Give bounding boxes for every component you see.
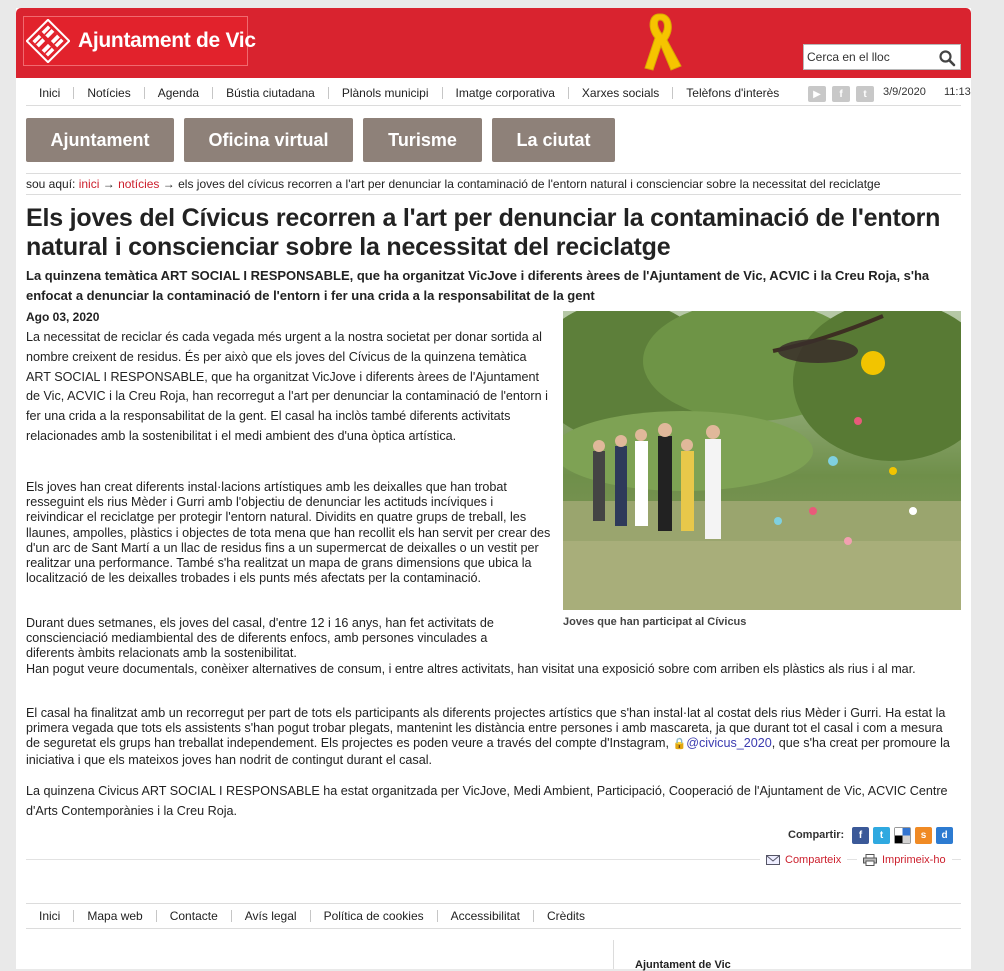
- photo-caption: Joves que han participat al Cívicus: [563, 616, 747, 628]
- twitter-icon[interactable]: t: [856, 86, 874, 102]
- footer-navigation: [26, 903, 961, 929]
- breadcrumb-arrow: →: [102, 177, 115, 191]
- article-paragraph-4: Han pogut veure documentals, conèixer alternatives de consum, i entre altres activitats, han visitat una exposició sobre com arriben els plàstics als rius i al mar.: [26, 662, 916, 676]
- share-delicious-icon[interactable]: [894, 827, 911, 844]
- share-digg-icon[interactable]: d: [936, 827, 953, 844]
- share-stumbleupon-icon[interactable]: s: [915, 827, 932, 844]
- search-input[interactable]: [804, 46, 932, 68]
- breadcrumb-noticies[interactable]: notícies: [118, 177, 160, 191]
- article-paragraph-5: [26, 706, 954, 768]
- article-paragraph-5-end: , que s'ha creat per promoure la iniciativa i que els mateixos joves han nodrit de contingut durant el casal.: [26, 736, 950, 767]
- top-navigation: [26, 80, 971, 106]
- article-paragraph-6: La quinzena Civicus ART SOCIAL I RESPONSABLE ha estat organitzada per VicJove, Medi Ambient, Participació, Cooperació de l'Ajuntament de Vic, ACVIC Centre d'Arts Contemporànies i la Creu Roja.: [26, 784, 948, 818]
- facebook-icon[interactable]: f: [832, 86, 850, 102]
- nav-inici[interactable]: Inici: [39, 85, 61, 100]
- footer-credits[interactable]: Crèdits: [546, 909, 585, 923]
- main-nav-oficina-virtual[interactable]: Oficina virtual: [184, 118, 353, 162]
- footer-column-divider: [613, 940, 614, 969]
- share-facebook-icon[interactable]: f: [852, 827, 869, 844]
- nav-planols-municipi[interactable]: Plànols municipi: [341, 85, 429, 100]
- site-name: Ajuntament de Vic: [78, 29, 256, 52]
- share-label: Compartir:: [788, 829, 845, 841]
- article-paragraph-1: La necessitat de reciclar és cada vegada més urgent a la nostra societat per donar sortida al nombre creixent de residus. És per això que els joves del Cívicus de la quinzena temàtica ART SOCIAL I RESPONSABLE, que ha organitzat VicJove i diferents àrees de l'Ajuntament de Vic, ACVIC i la Creu Roja, han recorregut a l'art per denunciar la contaminació de l'entorn i fer una crida a la responsabilitat de la gent. El casal ha inclòs també diferents activitats relacionades amb la sostenibilitat i el medi ambient des d'una òptica artística.: [26, 330, 548, 443]
- breadcrumb: [26, 173, 961, 195]
- social-icons: [808, 86, 874, 102]
- share-icons: [852, 827, 953, 844]
- site-logo[interactable]: [23, 16, 256, 66]
- coat-of-arms-icon: [26, 18, 70, 64]
- article-subtitle: La quinzena temàtica ART SOCIAL I RESPONSABLE, que ha organitzat VicJove i diferents àrees de l'Ajuntament de Vic, ACVIC i la Creu Roja, s'ha enfocat a denunciar la contaminació de l'entorn i fer una crida a la responsabilitat de la gent: [26, 268, 930, 303]
- article-date: Ago 03, 2020: [26, 310, 100, 324]
- email-icon: [766, 855, 780, 865]
- article-paragraph-2: Els joves han creat diferents instal·lacions artístiques amb les deixalles que han trobat resseguint els rius Mèder i Gurri amb l'objectiu de denunciar les actituds incíviques i reivindicar el reciclatge per protegir l'entorn natural. Dividits en quatre grups de treball, les llaunes, ampolles, plàstics i objectes de tota mena que han recollit els han servit per crear des d'un arc de Sant Martí a un llac de residus fins a un supermercat de deixalles o un vestit per realitzar una performance. També s'ha realitzat un mapa de grans dimensions que ubica la localització de les deixalles trobades i els punts més afectats per la contaminació.: [26, 480, 551, 586]
- footer-avis-legal[interactable]: Avís legal: [244, 909, 297, 923]
- instagram-link[interactable]: @civicus_2020: [686, 736, 772, 751]
- imprimeix-label: Imprimeix-ho: [882, 854, 946, 866]
- article-photo: [563, 311, 961, 610]
- article-paragraph-3: Durant dues setmanes, els joves del casal, d'entre 12 i 16 anys, han fet activitats de conscienciació mediambiental des de diferents enfocs, amb persones vinculades a diferents àmbits relacionats amb la sostenibilitat.: [26, 616, 494, 661]
- footer-inici[interactable]: Inici: [39, 909, 61, 923]
- footer-org-name: Ajuntament de Vic: [635, 959, 731, 971]
- site-header: [16, 8, 971, 78]
- nav-agenda[interactable]: Agenda: [157, 85, 200, 100]
- breadcrumb-prefix: sou aquí:: [26, 177, 76, 191]
- printer-icon: [863, 854, 877, 866]
- share-twitter-icon[interactable]: t: [873, 827, 890, 844]
- footer-contacte[interactable]: Contacte: [169, 909, 218, 923]
- main-nav-turisme[interactable]: Turisme: [363, 118, 482, 162]
- search-box: [803, 44, 961, 70]
- lock-icon: 🔒: [672, 738, 687, 751]
- footer-politica-cookies[interactable]: Política de cookies: [323, 909, 424, 923]
- footer-mapa-web[interactable]: Mapa web: [87, 909, 143, 923]
- article-paragraph-5-text: El casal ha finalitzat amb un recorregut per part de tots els participants als diferents projectes artístics que s'han instal·lat al costat dels rius Mèder i Gurri. Ha estat la primera vegada que tots els assistents s'han pogut trobar plegats, mantenint les distància entre persones i amb mascareta, ja que durant tot el casal i com a mesura de seguretat els grups han treballat independement. Els projectes es poden veure a través del compte d'Instagram,: [26, 706, 946, 751]
- page: [16, 8, 971, 969]
- search-icon[interactable]: [938, 49, 956, 67]
- nav-imatge-corporativa[interactable]: Imatge corporativa: [455, 85, 555, 100]
- nav-telefons-interes[interactable]: Telèfons d'interès: [686, 85, 780, 100]
- current-time: 11:13: [944, 86, 971, 98]
- nav-bustia-ciutadana[interactable]: Bústia ciutadana: [226, 85, 315, 100]
- article-title: Els joves del Cívicus recorren a l'art per denunciar la contaminació de l'entorn natural i conscienciar sobre la necessitat del reciclatge: [26, 204, 941, 261]
- comparteix-button[interactable]: [760, 854, 847, 866]
- comparteix-label: Comparteix: [785, 854, 842, 866]
- nav-xarxes-socials[interactable]: Xarxes socials: [581, 85, 660, 100]
- yellow-ribbon-icon: [641, 10, 687, 74]
- main-nav-la-ciutat[interactable]: La ciutat: [492, 118, 615, 162]
- youtube-icon[interactable]: ▶: [808, 86, 826, 102]
- breadcrumb-current: els joves del cívicus recorren a l'art per denunciar la contaminació de l'entorn natural i conscienciar sobre la necessitat del reciclatge: [178, 177, 881, 191]
- breadcrumb-arrow: →: [162, 177, 175, 191]
- current-date: 3/9/2020: [883, 86, 926, 98]
- main-nav-ajuntament[interactable]: Ajuntament: [26, 118, 174, 162]
- breadcrumb-inici[interactable]: inici: [78, 177, 100, 191]
- nav-noticies[interactable]: Notícies: [87, 85, 131, 100]
- imprimeix-button[interactable]: [857, 854, 952, 866]
- footer-accessibilitat[interactable]: Accessibilitat: [450, 909, 520, 923]
